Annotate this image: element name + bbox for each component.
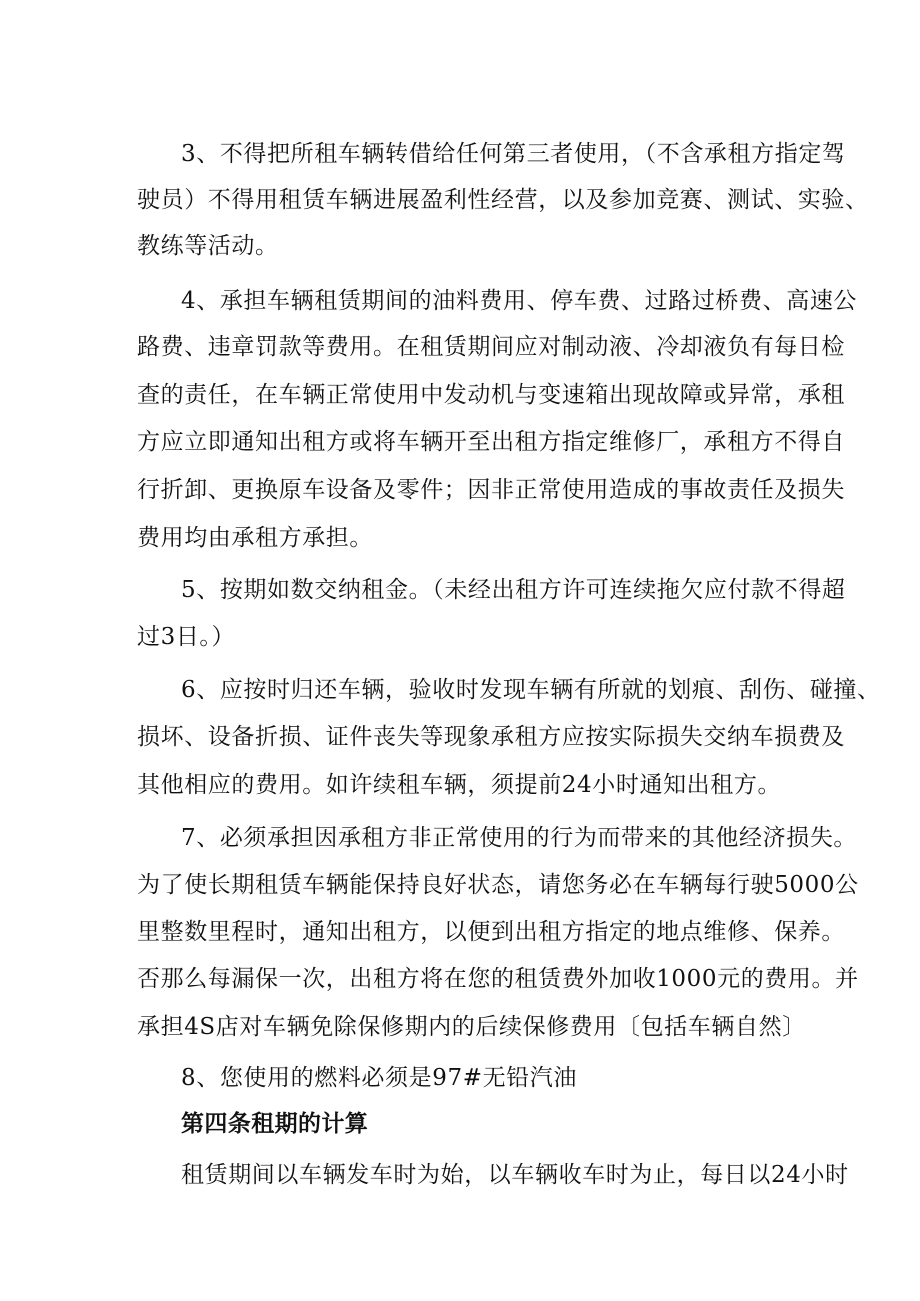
- clause-4-line-2: 路费、违章罚款等费用。在租赁期间应对制动液、冷却液负有每日检: [137, 334, 845, 360]
- article-4-heading: 第四条租期的计算: [181, 1111, 369, 1137]
- clause-7-line-2: 为了使长期租赁车辆能保持良好状态，请您务必在车辆每行驶5000公: [137, 872, 859, 898]
- clause-3-line-1: 3、不得把所租车辆转借给任何第三者使用，（不含承租方指定驾: [181, 141, 846, 167]
- clause-4-line-3: 查的责任，在车辆正常使用中发动机与变速箱出现故障或异常，承租: [137, 382, 845, 408]
- clause-7-line-5: 承担4S店对车辆免除保修期内的后续保修费用〔包括车辆自然〕: [137, 1014, 806, 1040]
- clause-7-line-3: 里整数里程时，通知出租方，以便到出租方指定的地点维修、保养。: [137, 919, 845, 945]
- clause-6-line-2: 损坏、设备折损、证件丧失等现象承租方应按实际损失交纳车损费及: [137, 724, 845, 750]
- clause-4-line-4: 方应立即通知出租方或将车辆开至出租方指定维修厂，承租方不得自: [137, 429, 845, 455]
- clause-5-line-2: 过3日。）: [137, 624, 236, 650]
- clause-4-line-1: 4、承担车辆租赁期间的油料费用、停车费、过路过桥费、高速公: [181, 288, 858, 314]
- clause-4-line-5: 行折卸、更换原车设备及零件；因非正常使用造成的事故责任及损失: [137, 477, 845, 503]
- clause-6-line-1: 6、应按时归还车辆，验收时发现车辆有所就的划痕、刮伤、碰撞、: [181, 677, 881, 703]
- clause-5-line-1: 5、按期如数交纳租金。（未经出租方许可连续拖欠应付款不得超: [181, 577, 846, 603]
- clause-7-line-1: 7、必须承担因承租方非正常使用的行为而带来的其他经济损失。: [181, 825, 858, 851]
- clause-4-line-6: 费用均由承租方承担。: [137, 525, 373, 551]
- clause-7-line-4: 否那么每漏保一次，出租方将在您的租赁费外加收1000元的费用。并: [137, 966, 859, 992]
- clause-3-line-3: 教练等活动。: [137, 233, 279, 259]
- article-4-line-1: 租赁期间以车辆发车时为始，以车辆收车时为止，每日以24小时: [181, 1162, 849, 1188]
- clause-3-line-2: 驶员）不得用租赁车辆进展盈利性经营，以及参加竞赛、测试、实验、: [137, 187, 869, 213]
- clause-8-line-1: 8、您使用的燃料必须是97#无铅汽油: [181, 1065, 577, 1091]
- clause-6-line-3: 其他相应的费用。如许续租车辆，须提前24小时通知出租方。: [137, 772, 782, 798]
